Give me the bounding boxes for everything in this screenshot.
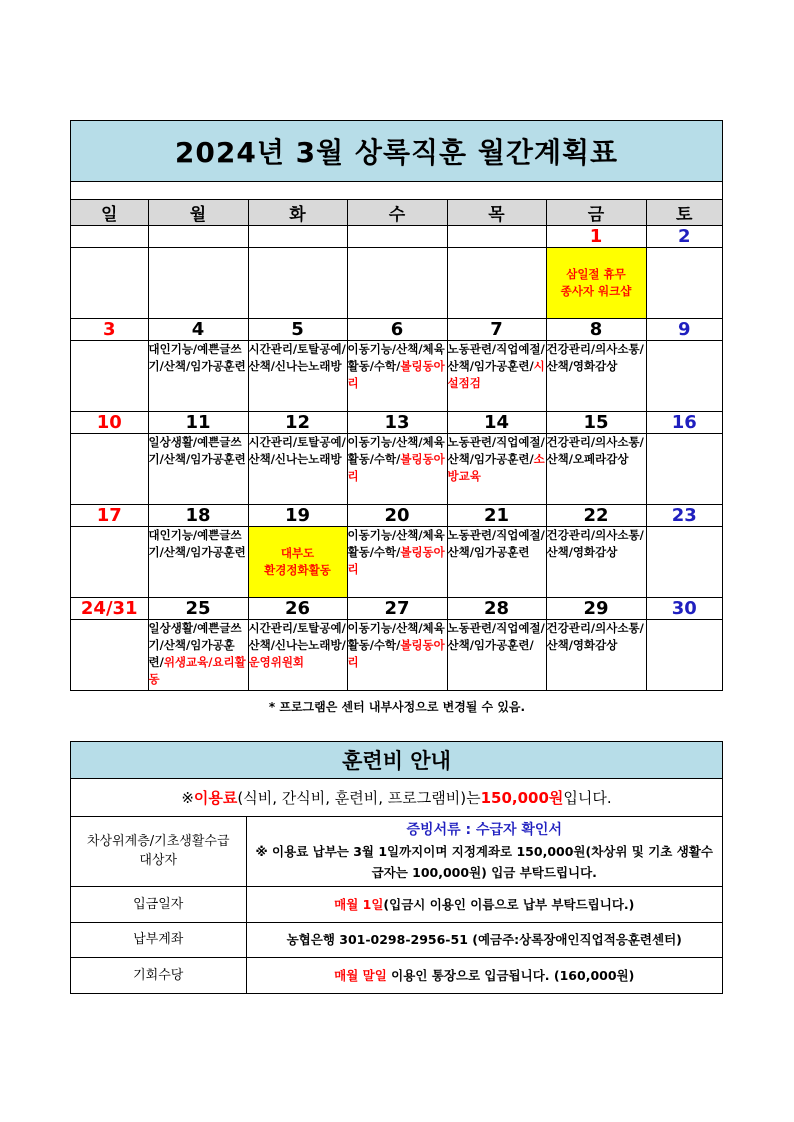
- summary-text: ※: [181, 788, 194, 807]
- date-row: [71, 226, 722, 248]
- schedule-highlight: 시설점검: [447, 359, 545, 390]
- row-value: [246, 886, 722, 922]
- schedule-cell-thu: [447, 434, 546, 505]
- content-row: [71, 620, 722, 691]
- date-cell-saturday: 16: [646, 412, 722, 434]
- weekday-header: [71, 200, 722, 226]
- schedule-cell-fri: [546, 434, 646, 505]
- date-cell: 21: [447, 505, 546, 527]
- date-cell: [248, 226, 347, 248]
- date-cell: 20: [347, 505, 447, 527]
- schedule-text: 대인기능/예쁜글쓰기/산책/임가공훈련: [148, 528, 246, 559]
- date-cell-sunday: 10: [71, 412, 148, 434]
- content-cell: [646, 527, 722, 598]
- schedule-cell-mon: [148, 527, 248, 598]
- date-cell: 29: [546, 598, 646, 620]
- date-row: [71, 598, 722, 620]
- date-cell: 4: [148, 319, 248, 341]
- schedule-text: 건강관리/의사소통/산책/영화감상: [546, 528, 644, 559]
- schedule-text: 노동관련/직업예절/산책/임가공훈련: [447, 528, 545, 559]
- date-cell: 6: [347, 319, 447, 341]
- content-row: [71, 341, 722, 412]
- schedule-text: 시간관리/토탈공예/산책/신나는노래방: [248, 342, 346, 373]
- date-cell: 19: [248, 505, 347, 527]
- row-label: 납부계좌: [71, 922, 246, 957]
- content-cell: [646, 434, 722, 505]
- date-cell: [71, 226, 148, 248]
- weekday-sun: 일: [71, 200, 148, 226]
- date-cell: 28: [447, 598, 546, 620]
- content-cell: [347, 248, 447, 319]
- row-label: 기회수당: [71, 957, 246, 993]
- calendar-title: 2024년 3월 상록직훈 월간계획표: [71, 121, 722, 182]
- calendar-grid: [71, 200, 722, 690]
- date-row: [71, 505, 722, 527]
- date-cell: 27: [347, 598, 447, 620]
- content-cell: [71, 248, 148, 319]
- value-highlight: 매월 말일: [334, 967, 387, 983]
- value-highlight: 매월 1일: [334, 896, 384, 912]
- note-line: 삼일절 휴무: [566, 267, 626, 281]
- schedule-text: 건강관리/의사소통/산책/영화감상: [546, 621, 644, 652]
- schedule-cell-tue: [248, 341, 347, 412]
- summary-text: 입니다.: [563, 789, 612, 807]
- date-cell: [347, 226, 447, 248]
- schedule-text: 건강관리/의사소통/산책/영화감상: [546, 342, 644, 373]
- schedule-cell-wed: [347, 527, 447, 598]
- event-note: [248, 527, 347, 598]
- summary-amount: 150,000원: [480, 789, 564, 807]
- summary-highlight: 이용료: [193, 789, 238, 807]
- schedule-cell-wed: [347, 434, 447, 505]
- schedule-text: 이동기능/산책/체육활동/수학/: [347, 342, 445, 373]
- weekday-sat: 토: [646, 200, 722, 226]
- weekday-thu: 목: [447, 200, 546, 226]
- value-text: (입금시 이용인 이름으로 납부 부탁드립니다.): [383, 896, 635, 912]
- schedule-cell-mon: [148, 620, 248, 691]
- date-cell: 7: [447, 319, 546, 341]
- schedule-cell-fri: [546, 620, 646, 691]
- note-line: 종사자 워크샵: [560, 284, 632, 298]
- content-cell: [646, 620, 722, 691]
- weekday-mon: 월: [148, 200, 248, 226]
- schedule-highlight: 볼링동아리: [347, 638, 445, 669]
- date-cell: 25: [148, 598, 248, 620]
- schedule-text: 노동관련/직업예절/산책/임가공훈련/: [447, 621, 545, 652]
- row-label: 입금일자: [71, 886, 246, 922]
- date-cell: 15: [546, 412, 646, 434]
- date-cell-saturday: 9: [646, 319, 722, 341]
- schedule-text: 이동기능/산책/체육활동/수학/: [347, 621, 445, 652]
- row-value: [246, 817, 722, 886]
- content-cell: [71, 620, 148, 691]
- proof-document: 증빙서류 : 수급자 확인서: [406, 822, 562, 839]
- row-value: [246, 957, 722, 993]
- date-cell-saturday: 30: [646, 598, 722, 620]
- schedule-highlight: 볼링동아리: [347, 545, 445, 576]
- schedule-cell-fri: [546, 527, 646, 598]
- value-text: 이용인 통장으로 입금됩니다. (160,000원): [386, 967, 635, 983]
- fee-detail-grid: [71, 817, 722, 993]
- payment-notice: ※ 이용료 납부는 3월 1일까지이며 지정계좌로 150,000원(차상위 및 기초 생활수급자는 100,000원) 입금 부탁드립니다.: [255, 844, 713, 881]
- date-cell: 26: [248, 598, 347, 620]
- content-row: [71, 527, 722, 598]
- schedule-text: 시간관리/토탈공예/산책/신나는노래방/: [248, 621, 346, 652]
- footnote: * 프로그램은 센터 내부사정으로 변경될 수 있음.: [268, 700, 526, 714]
- spacer-row: [71, 182, 722, 200]
- fee-summary: [71, 779, 722, 817]
- schedule-cell-wed: [347, 620, 447, 691]
- schedule-cell-thu: [447, 620, 546, 691]
- date-cell: [447, 226, 546, 248]
- date-row: [71, 412, 722, 434]
- date-cell: 11: [148, 412, 248, 434]
- fee-info-table: [70, 741, 723, 994]
- content-cell: [148, 248, 248, 319]
- fee-row: [71, 957, 722, 993]
- content-row: [71, 434, 722, 505]
- weekday-tue: 화: [248, 200, 347, 226]
- content-cell: [447, 248, 546, 319]
- date-row: [71, 319, 722, 341]
- schedule-highlight: 운영위원회: [248, 655, 305, 669]
- schedule-highlight: 볼링동아리: [347, 452, 445, 483]
- schedule-highlight: 위생교육/요리활동: [148, 655, 246, 686]
- date-cell: 22: [546, 505, 646, 527]
- schedule-text: 시간관리/토탈공예/산책/신나는노래방: [248, 435, 346, 466]
- date-cell: 12: [248, 412, 347, 434]
- schedule-cell-tue: [248, 434, 347, 505]
- schedule-text: 노동관련/직업예절/산책/임가공훈련/: [447, 342, 545, 373]
- fee-row: [71, 922, 722, 957]
- fee-row: [71, 886, 722, 922]
- date-cell: 5: [248, 319, 347, 341]
- schedule-text: 일상생활/예쁜글쓰기/산책/임가공훈련/: [148, 621, 242, 669]
- content-row: [71, 248, 722, 319]
- schedule-cell-tue: [248, 620, 347, 691]
- date-cell: 14: [447, 412, 546, 434]
- schedule-text: 일상생활/예쁜글쓰기/산책/임가공훈련: [148, 435, 246, 466]
- weekday-wed: 수: [347, 200, 447, 226]
- date-cell: [148, 226, 248, 248]
- date-cell: 8: [546, 319, 646, 341]
- date-cell-sunday: 17: [71, 505, 148, 527]
- date-cell-saturday: 2: [646, 226, 722, 248]
- date-cell-sunday: 24/31: [71, 598, 148, 620]
- date-cell: 13: [347, 412, 447, 434]
- schedule-cell-fri: [546, 341, 646, 412]
- content-cell: [71, 527, 148, 598]
- holiday-note: [546, 248, 646, 319]
- schedule-text: 건강관리/의사소통/산책/오페라감상: [546, 435, 644, 466]
- schedule-cell-thu: [447, 527, 546, 598]
- content-cell: [71, 341, 148, 412]
- schedule-cell-mon: [148, 341, 248, 412]
- monthly-calendar: [70, 120, 723, 691]
- schedule-text: 노동관련/직업예절/산책/임가공훈련/: [447, 435, 545, 466]
- date-cell-sunday: 3: [71, 319, 148, 341]
- summary-text: (식비, 간식비, 훈련비, 프로그램비)는: [237, 789, 481, 807]
- date-cell-holiday: 1: [546, 226, 646, 248]
- schedule-cell-wed: [347, 341, 447, 412]
- schedule-text: 이동기능/산책/체육활동/수학/: [347, 435, 445, 466]
- note-line: 대부도: [280, 546, 315, 560]
- weekday-fri: 금: [546, 200, 646, 226]
- date-cell: 18: [148, 505, 248, 527]
- fee-row: [71, 817, 722, 886]
- schedule-cell-thu: [447, 341, 546, 412]
- fee-title: 훈련비 안내: [71, 742, 722, 779]
- content-cell: [646, 341, 722, 412]
- note-line: 환경정화활동: [264, 563, 331, 577]
- schedule-text: 대인기능/예쁜글쓰기/산책/임가공훈련: [148, 342, 246, 373]
- content-cell: [71, 434, 148, 505]
- schedule-text: 이동기능/산책/체육활동/수학/: [347, 528, 445, 559]
- content-cell: [646, 248, 722, 319]
- date-cell-saturday: 23: [646, 505, 722, 527]
- schedule-cell-mon: [148, 434, 248, 505]
- schedule-highlight: 소방교육: [447, 452, 545, 483]
- row-label: 차상위계층/기초생활수급 대상자: [71, 817, 246, 886]
- row-value: 농협은행 301-0298-2956-51 (예금주:상록장애인직업적응훈련센터): [246, 922, 722, 957]
- content-cell: [248, 248, 347, 319]
- schedule-highlight: 볼링동아리: [347, 359, 445, 390]
